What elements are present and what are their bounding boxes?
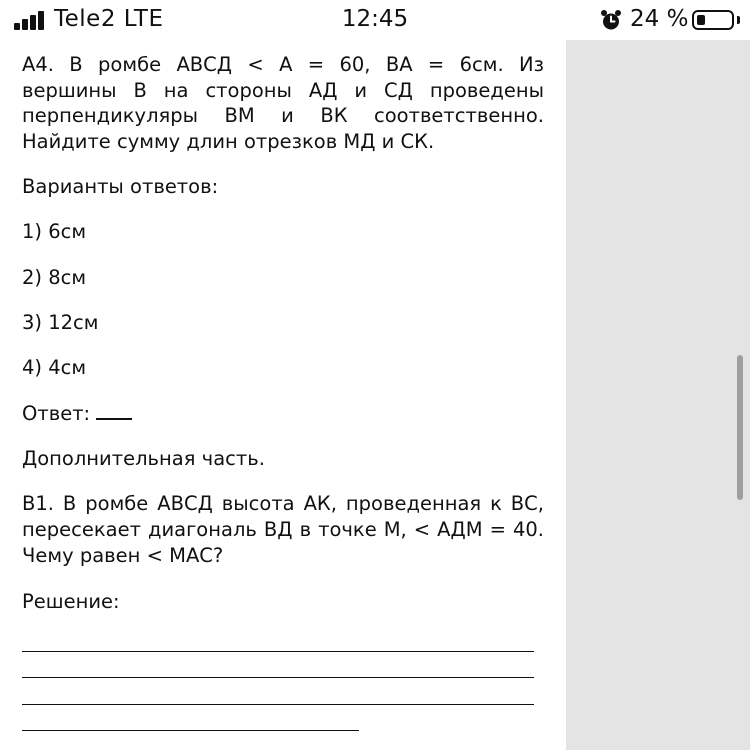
b1-line-3: Чему равен < МАС? [22, 544, 224, 567]
clock-time: 12:45 [341, 6, 409, 32]
solution-line-3 [22, 704, 534, 705]
additional-part-heading: Дополнительная часть. [22, 447, 265, 470]
battery-icon [692, 10, 734, 30]
a4-line-2: вершины В на стороны АД и СД проведены [22, 79, 544, 102]
carrier-label: Tele2 LTE [54, 6, 164, 32]
solution-line-2 [22, 677, 534, 678]
battery-nub [737, 16, 740, 24]
option-2: 2) 8см [22, 266, 87, 289]
variants-label: Варианты ответов: [22, 175, 219, 198]
solution-line-4 [22, 730, 359, 731]
battery-percent: 24 % [630, 6, 689, 32]
a4-line-4: Найдите сумму длин отрезков МД и СК. [22, 130, 435, 153]
answer-blank [96, 400, 132, 420]
side-panel [566, 40, 750, 750]
a4-line-3: перпендикуляры ВМ и ВК соответственно. [22, 104, 544, 127]
solution-label: Решение: [22, 590, 120, 613]
b1-line-1: В1. В ромбе АВСД высота АК, проведенная к ВС, [22, 492, 544, 515]
scrollbar-thumb[interactable] [737, 355, 743, 500]
solution-line-1 [22, 651, 534, 652]
answer-row [22, 400, 132, 427]
option-1: 1) 6см [22, 220, 87, 243]
status-bar [0, 0, 750, 40]
answer-label: Ответ: [22, 402, 91, 425]
document-page [0, 40, 566, 750]
option-4: 4) 4см [22, 356, 87, 379]
option-3: 3) 12см [22, 311, 99, 334]
a4-line-1: А4. В ромбе АВСД < А = 60, ВА = 6см. Из [22, 53, 544, 76]
b1-line-2: пересекает диагональ ВД в точке М, < АДМ = 40. [22, 518, 544, 541]
alarm-clock-icon [600, 9, 622, 31]
